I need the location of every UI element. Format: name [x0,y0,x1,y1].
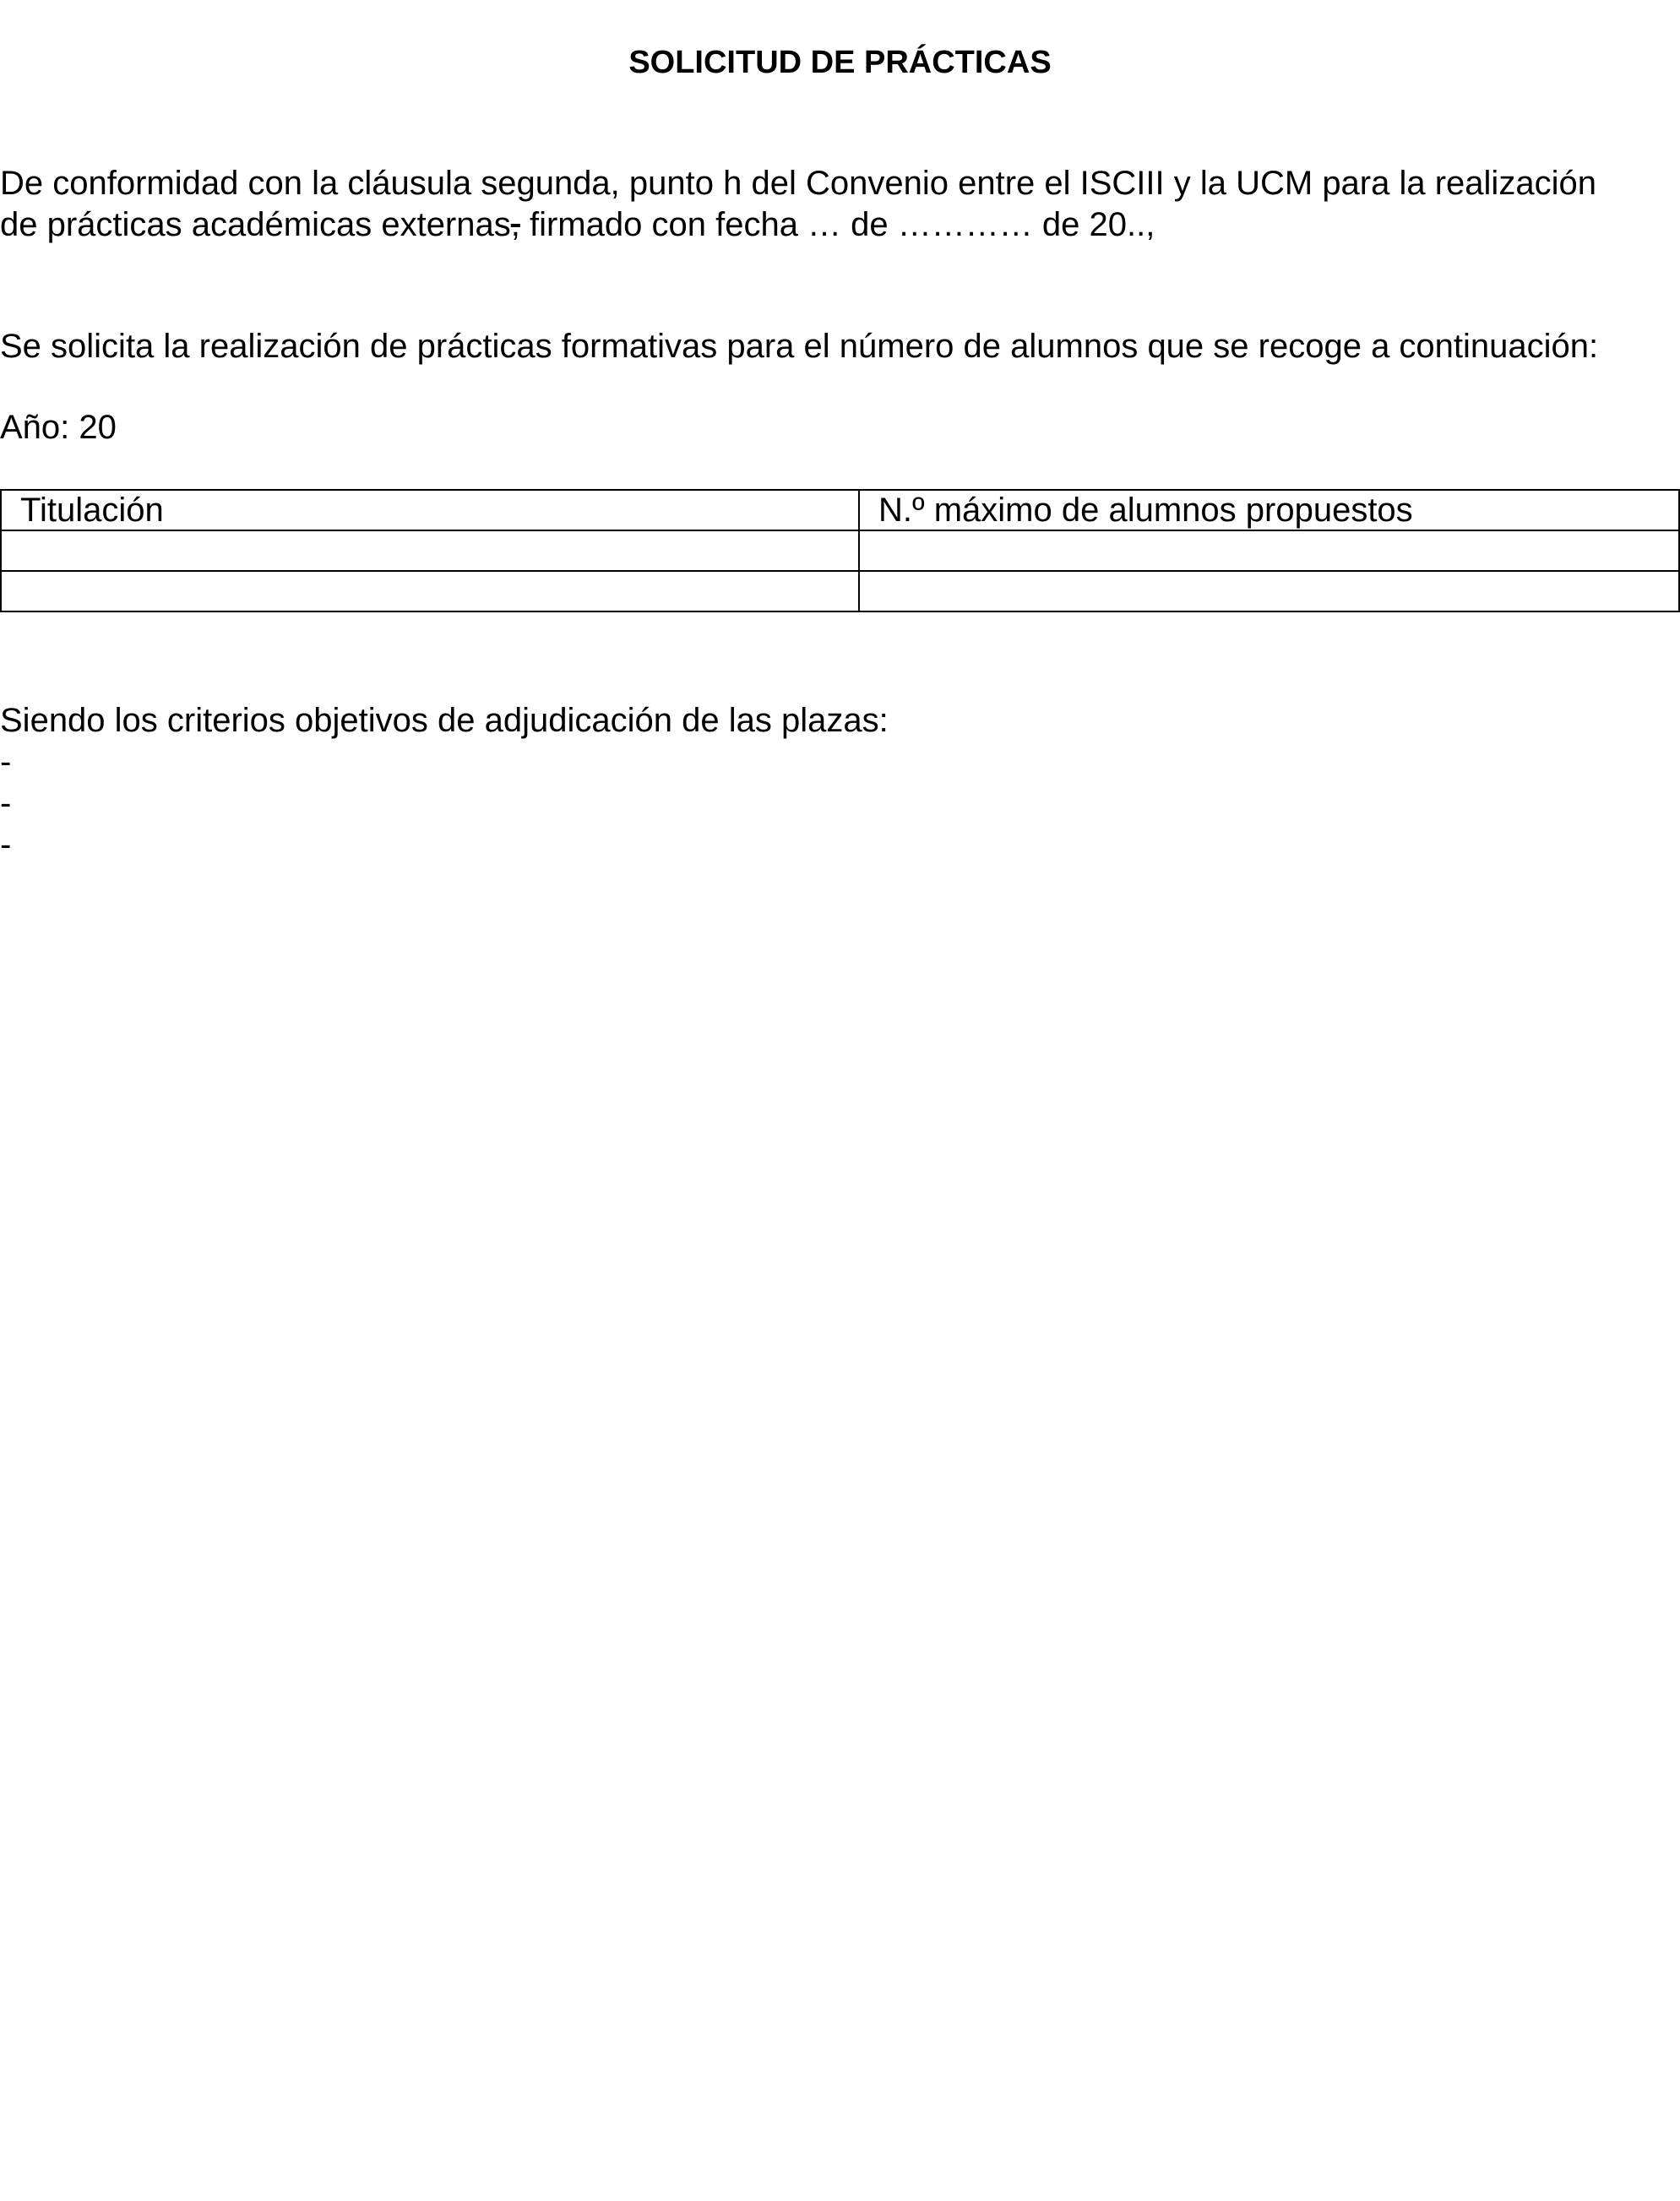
table-cell [859,530,1679,571]
request-paragraph: Se solicita la realización de prácticas formativas para el número de alumnos que se recoge a continuación: [0,328,1599,365]
table-header-row [1,490,1679,530]
struck-comma: , [510,206,520,243]
agreement-paragraph [0,163,1680,246]
agreement-line-2-end: firmado con fecha … de ………… de 20.., [519,206,1155,243]
table-cell [1,571,859,611]
table-cell [859,571,1679,611]
table-cell [1,530,859,571]
criteria-item: - [0,743,12,780]
table-row [1,571,1679,611]
agreement-line-1: De conformidad con la cláusula segunda, punto h del Convenio entre el ISCIII y la UCM para la realización [0,165,1596,202]
agreement-line-2 [0,204,1680,246]
criteria-item: - [0,826,12,863]
table-row [1,530,1679,571]
header-cell-degree: Titulación [1,490,859,530]
degrees-table [0,489,1680,612]
agreement-line-2-start: de prácticas académicas externas [0,206,511,243]
criteria-heading: Siendo los criterios objetivos de adjudicación de las plazas: [0,702,889,739]
header-cell-max-students: N.º máximo de alumnos propuestos [859,490,1679,530]
criteria-item: - [0,785,12,822]
document-title: SOLICITUD DE PRÁCTICAS [628,45,1052,80]
year-line: Año: 20 [0,409,117,446]
